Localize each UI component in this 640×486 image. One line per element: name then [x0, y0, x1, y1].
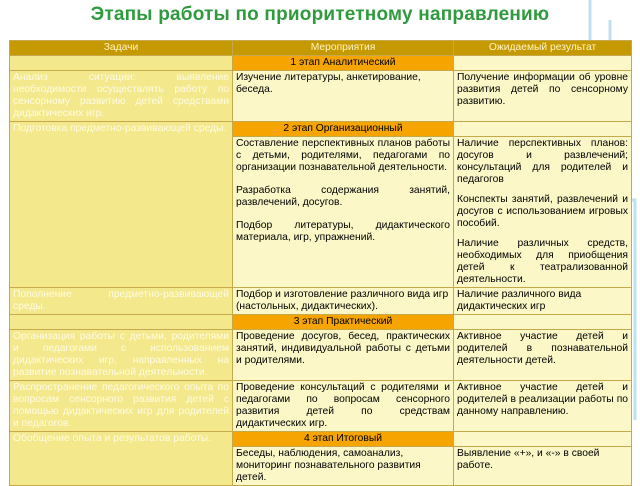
result-cell: Выявление «+», и «-» в своей работе.: [454, 447, 632, 486]
activity-cell: [233, 137, 454, 288]
activity-cell: Проведение досугов, бесед, практических занятий, индивидуальной работы с детьми и родителями.: [233, 330, 454, 381]
activity-cell: Проведение консультаций с родителями и педагогами по вопросам сенсорного развития детей по средствам дидактических игр.: [233, 381, 454, 432]
task-cell: Обобщение опыта и результатов работы.: [10, 432, 233, 486]
activity-cell: Подбор и изготовление различного вида игр (настольных, дидактических).: [233, 288, 454, 315]
header-tasks: Задачи: [10, 41, 233, 56]
table-row: [10, 330, 632, 381]
result-item: Конспекты занятий, развлечений и досугов с использованием игровых пособий.: [457, 194, 628, 229]
task-cell: Пополнение предметно-развивающей среды.: [10, 288, 233, 315]
header-activities: Мероприятия: [233, 41, 454, 56]
activity-cell: Беседы, наблюдения, самоанализ, мониторинг познавательного развития детей.: [233, 447, 454, 486]
task-cell: Анализ ситуации: выявление необходимости осуществлять работу по сенсорному развитию детей средствами дидактических игр.: [10, 71, 233, 122]
activity-item: Разработка содержания занятий, развлечений, досугов.: [236, 185, 450, 208]
activity-cell: Изучение литературы, анкетирование, беседа.: [233, 71, 454, 122]
result-item: Наличие перспективных планов: досугов и развлечений; консультаций для родителей и педагогов: [457, 138, 628, 185]
stages-table: [9, 40, 632, 486]
stage-label-3: 3 этап Практический: [233, 315, 454, 330]
stage-row-3: [10, 315, 632, 330]
page-title: Этапы работы по приоритетному направлению: [90, 4, 550, 25]
table-row: [10, 288, 632, 315]
table-row: [10, 381, 632, 432]
stage-label-4: 4 этап Итоговый: [233, 432, 454, 447]
activity-item: Подбор литературы, дидактического материала, игр, упражнений.: [236, 220, 450, 243]
result-cell: Получение информации об уровне развития детей по сенсорному развитию.: [454, 71, 632, 122]
stage-row-4: [10, 432, 632, 447]
result-cell: Активное участие детей и родителей в реализации работы по данному направлению.: [454, 381, 632, 432]
result-cell: Наличие различного вида дидактических игр: [454, 288, 632, 315]
result-cell: Активное участие детей и родителей в познавательной деятельности детей.: [454, 330, 632, 381]
activity-item: Составление перспективных планов работы с детьми, родителями, педагогами по организации познавательной деятельности.: [236, 138, 450, 173]
stage-label-1: 1 этап Аналитический: [233, 56, 454, 71]
stage-row-2: [10, 122, 632, 137]
header-expected-result: Ожидаемый результат: [454, 41, 632, 56]
result-cell: [454, 137, 632, 288]
table-row: [10, 71, 632, 122]
task-cell: Подготовка предметно-развивающей среды.: [10, 122, 233, 288]
stage-label-2: 2 этап Организационный: [233, 122, 454, 137]
task-cell: Распространение педагогического опыта по вопросам сенсорного развития детей с помощью дидактических игр для родителей и педагогов.: [10, 381, 233, 432]
header-row: [10, 41, 632, 56]
stage-row-1: [10, 56, 632, 71]
task-cell: Организация работы с детьми, родителями и педагогами с использованием дидактических игр, направленных на развитие познавательной деятельности.: [10, 330, 233, 381]
result-item: Наличие различных средств, необходимых для приобщения детей к театрализованной деятельности.: [457, 238, 628, 285]
